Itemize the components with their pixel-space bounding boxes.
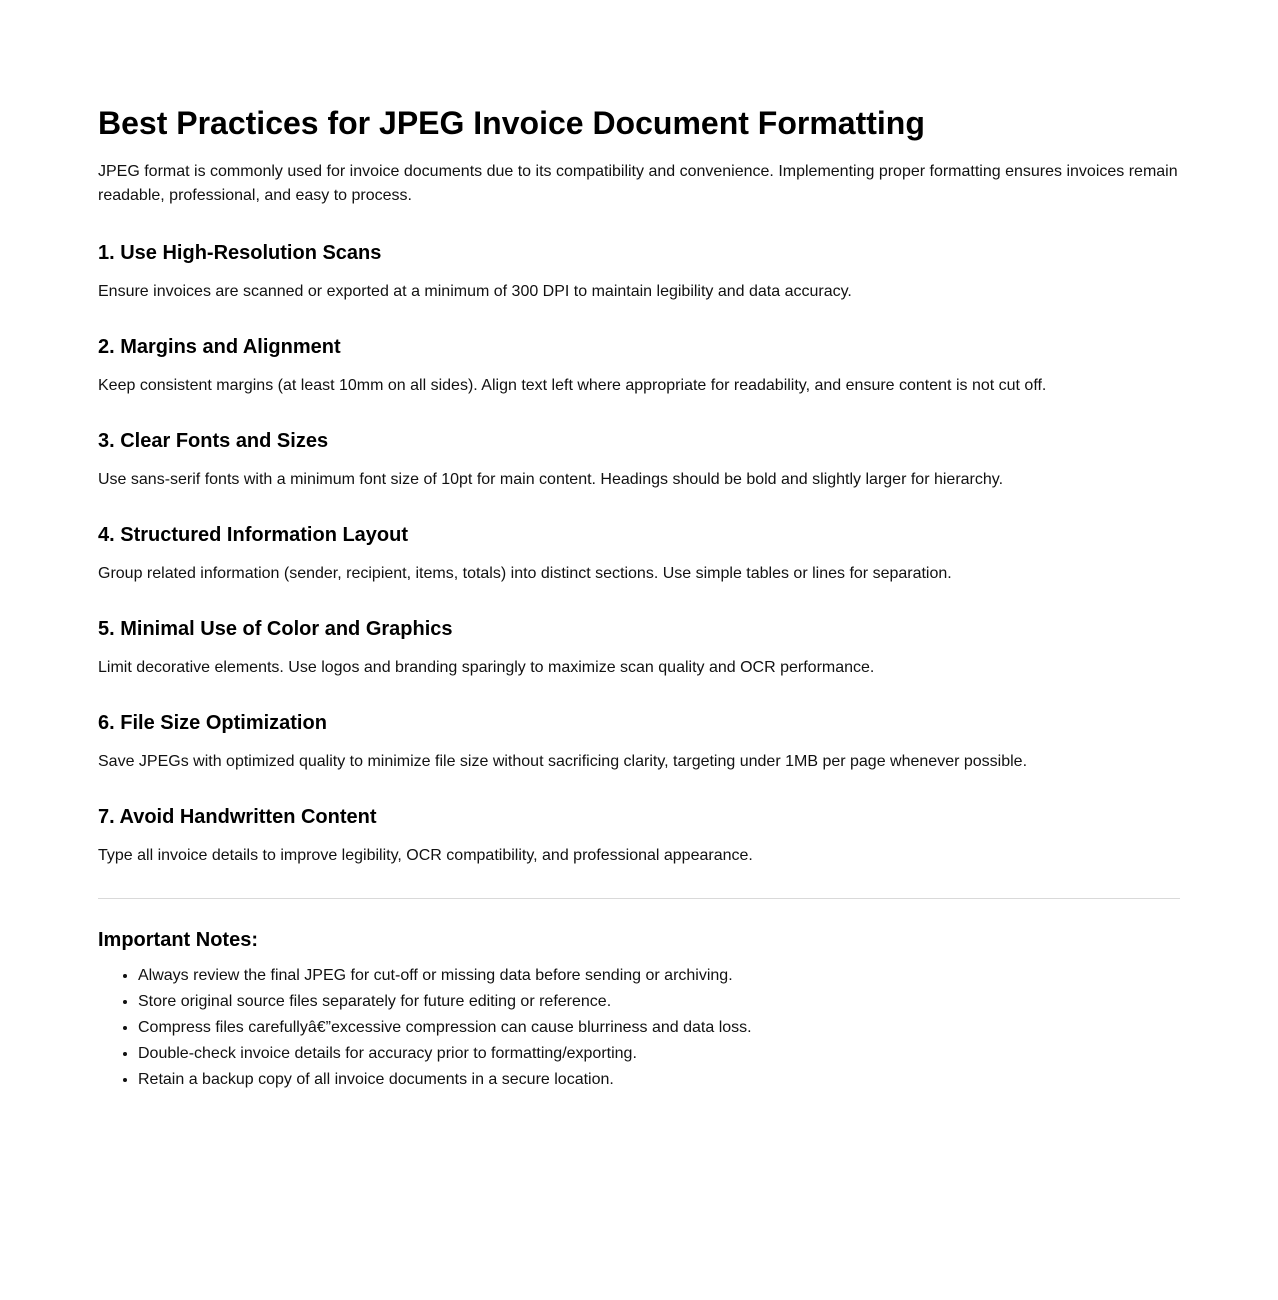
- section-heading: 6. File Size Optimization: [98, 712, 327, 734]
- intro-paragraph: JPEG format is commonly used for invoice documents due to its compatibility and convenience. Implementing proper formatting ensures invoices remain readable, professional, and easy to process.: [98, 163, 1178, 204]
- section-body: Keep consistent margins (at least 10mm on all sides). Align text left where appropriate for readability, and ensure content is not cut off.: [98, 377, 1047, 394]
- section-heading: 2. Margins and Alignment: [98, 336, 341, 358]
- section-heading: 1. Use High-Resolution Scans: [98, 242, 382, 264]
- list-item: • Compress files carefullyâ€”excessive compression can cause blurriness and data loss.: [138, 1015, 1180, 1041]
- section-heading: 4. Structured Information Layout: [98, 524, 409, 546]
- section-body: Use sans-serif fonts with a minimum font size of 10pt for main content. Headings should be bold and slightly larger for hierarchy.: [98, 471, 1004, 488]
- list-item: • Retain a backup copy of all invoice documents in a secure location.: [138, 1067, 1180, 1093]
- section-heading: 7. Avoid Handwritten Content: [98, 806, 377, 828]
- list-item: • Double-check invoice details for accuracy prior to formatting/exporting.: [138, 1041, 1180, 1067]
- section-high-resolution: [98, 240, 1180, 304]
- notes-list: [98, 963, 1180, 1093]
- section-margins: [98, 334, 1180, 398]
- section-body: Save JPEGs with optimized quality to minimize file size without sacrificing clarity, targeting under 1MB per page whenever possible.: [98, 753, 1028, 770]
- document-page: [98, 0, 1180, 1093]
- section-layout: [98, 522, 1180, 586]
- notes-heading: Important Notes:: [98, 929, 258, 951]
- section-file-size: [98, 710, 1180, 774]
- section-body: Group related information (sender, recipient, items, totals) into distinct sections. Use simple tables or lines for separation.: [98, 565, 952, 582]
- important-notes: [98, 927, 1180, 1093]
- section-color-graphics: [98, 616, 1180, 680]
- section-heading: 5. Minimal Use of Color and Graphics: [98, 618, 453, 640]
- section-heading: 3. Clear Fonts and Sizes: [98, 430, 329, 452]
- list-item: • Store original source files separately for future editing or reference.: [138, 989, 1180, 1015]
- section-body: Limit decorative elements. Use logos and branding sparingly to maximize scan quality and OCR performance.: [98, 659, 875, 676]
- section-fonts: [98, 428, 1180, 492]
- section-divider: [98, 898, 1180, 899]
- section-handwritten: [98, 804, 1180, 868]
- section-body: Ensure invoices are scanned or exported at a minimum of 300 DPI to maintain legibility and data accuracy.: [98, 283, 852, 300]
- page-title: Best Practices for JPEG Invoice Document Formatting: [98, 105, 925, 141]
- list-item: • Always review the final JPEG for cut-off or missing data before sending or archiving.: [138, 963, 1180, 989]
- section-body: Type all invoice details to improve legibility, OCR compatibility, and professional appearance.: [98, 847, 753, 864]
